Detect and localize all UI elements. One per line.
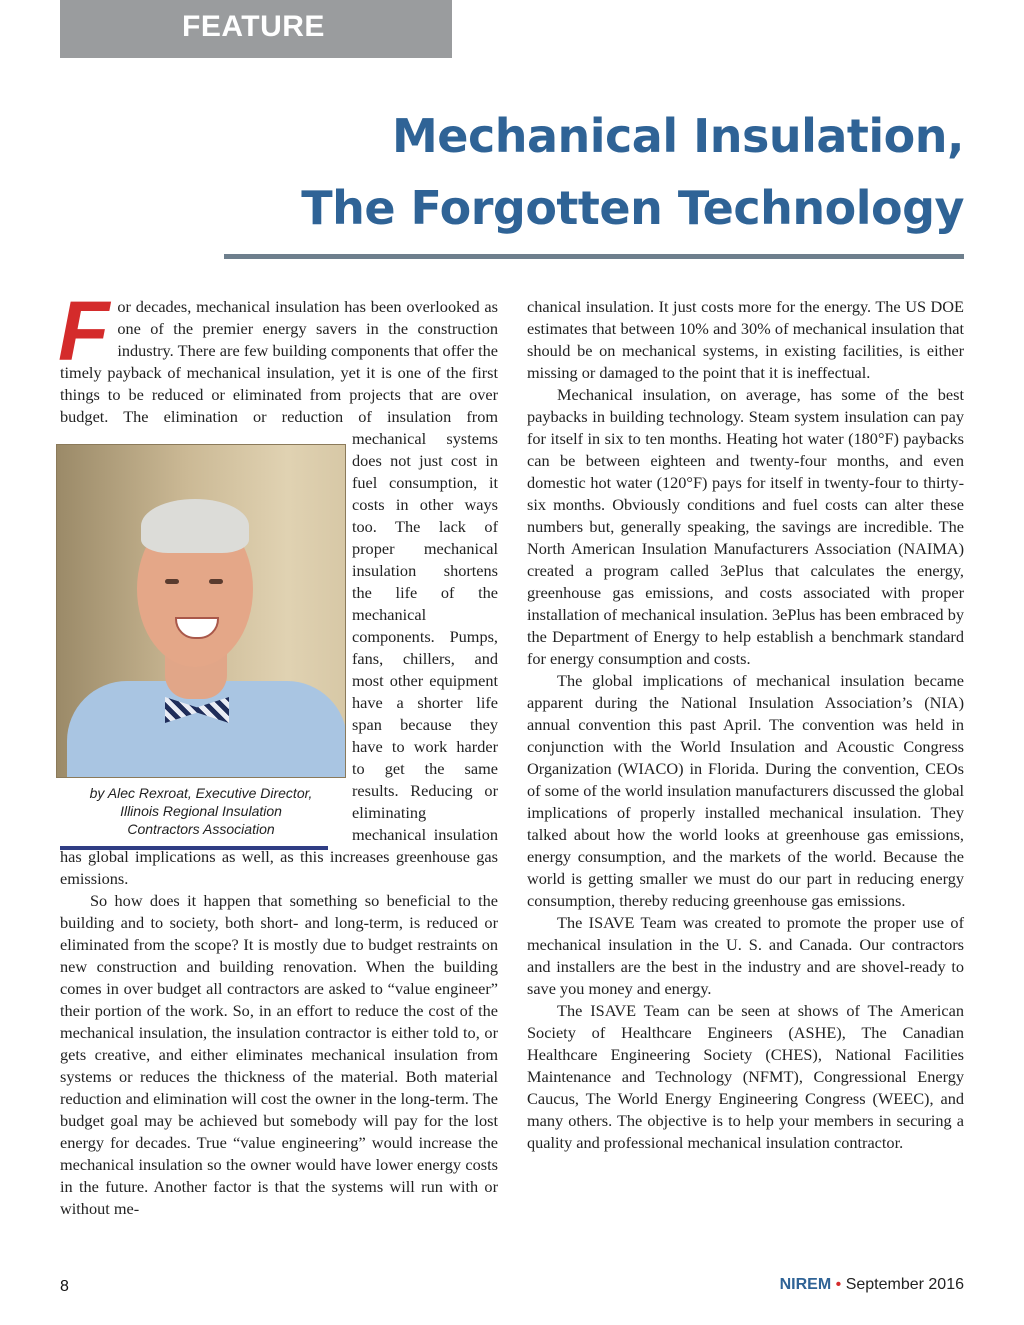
paragraph-right-4: The ISAVE Team was created to promote the proper use of mechanical insulation in the U. S. and Canada. Our contractors and installers are the best in the industry and are shovel-ready to save you money and energy. (527, 913, 964, 998)
author-photo-block (56, 444, 346, 844)
page-number: 8 (60, 1278, 69, 1295)
publication-name: NIREM (779, 1276, 832, 1293)
caption-line-1: by Alec Rexroat, Executive Director, (89, 785, 313, 801)
caption-line-2: Illinois Regional Insulation (120, 803, 282, 819)
caption-line-3: Contractors Association (127, 821, 275, 837)
issue-date: September 2016 (845, 1276, 964, 1293)
left-column (58, 284, 498, 1220)
paragraph-right-3: The global implications of mechanical insulation became apparent during the National Insulation Association’s (NIA) annual convention this past April. The convention was held in conjunction with the World Insulation and Acoustic Congress Organization (WIACO) in Florida. During the convention, CEOs of some of the world insulation manufacturers discussed the global implications of properly installed mechanical insulation. They talked about how the world looks at greenhouse gas emissions, energy consumption, and the markets of the world. Because the world is getting smaller we must do our part in reducing energy consumption, thereby reducing greenhouse gas emissions. (527, 671, 964, 910)
paragraph-right-1: chanical insulation. It just costs more for the energy. The US DOE estimates that between 10% and 30% of mechanical insulation that should be on mechanical systems, in existing facilities, is either missing or damaged to the point that it is ineffectual. (527, 297, 964, 382)
paragraph-right-2: Mechanical insulation, on average, has some of the best paybacks in building technology. Steam system insulation can pay for itself in six to ten months. Heating hot water (180°F) paybacks can be between eighteen and twenty-four months, and even domestic hot water (120°F) pays for itself in twenty-four to thirty-six months. Obviously conditions and fuel costs can alter these numbers but, generally speaking, the savings are incredible. The North American Insulation Manufacturers Association (NAIMA) created a program called 3ePlus that calculates the energy, greenhouse gas emissions, and costs associated with proper installation of mechanical insulation. 3ePlus has been embraced by the Department of Energy to help establish a benchmark standard for energy consumption and costs. (527, 385, 964, 668)
photo-caption (56, 784, 346, 838)
footer-bullet: • (835, 1276, 842, 1293)
footer-publication (780, 1276, 964, 1294)
right-column (527, 296, 964, 1154)
title-divider (224, 254, 964, 259)
section-tab (60, 0, 452, 58)
paragraph-right-5: The ISAVE Team can be seen at shows of The American Society of Healthcare Engineers (ASHE), The Canadian Healthcare Engineering Society (CHES), National Facilities Maintenance and Technology (NFMT), Congressional Energy Caucus, The World Energy Engineering Congress (WEEC), and many others. The objective is to help your members in securing a quality and professional mechanical insulation contractor. (527, 1001, 964, 1152)
paragraph-left-2: So how does it happen that something so beneficial to the building and to society, both short- and long-term, is reduced or eliminated from the scope? It is mostly due to budget restraints on new construction and building renovation. When the building comes in over budget all contractors are asked to “value engineer” their portion of the work. So, in an effort to reduce the cost of the mechanical insulation, the insulation contractor is either told to, or gets creative, and either eliminates mechanical insulation from systems or reduces the thickness of the material. Both material reduction and elimination will cost the owner in the long-term. The budget goal may be achieved but somebody will pay for the lost energy for decades. True “value engineering” would increase the mechanical insulation so the owner would have lower energy costs in the future. Another factor is that the systems will run with or without me- (60, 891, 498, 1218)
author-photo (56, 444, 346, 778)
section-label: FEATURE (182, 10, 325, 43)
drop-cap: F (58, 284, 110, 378)
title-line-2: The Forgotten Technology (301, 181, 964, 235)
paragraph-left-1: or decades, mechanical insulation has been overlooked as one of the premier energy savers in the construction industry. There are few building components that offer the timely payback of mechanical insulation, yet it is one of the first things to be reduced or eliminated from projects that are over budget. The elimination or reduction of insulation from mechanical systems does not just cost in fuel consumption, it costs in other ways too. The lack of proper mechanical insulation shortens the life of the mechanical components. Pumps, fans, chillers, and most other equipment have a shorter life span because they have to work harder to get the same results. Reducing or eliminating mechanical insulation has global implications as well, as this increases greenhouse gas emissions. (60, 297, 498, 888)
article-title (64, 100, 964, 244)
title-line-1: Mechanical Insulation, (391, 109, 964, 163)
